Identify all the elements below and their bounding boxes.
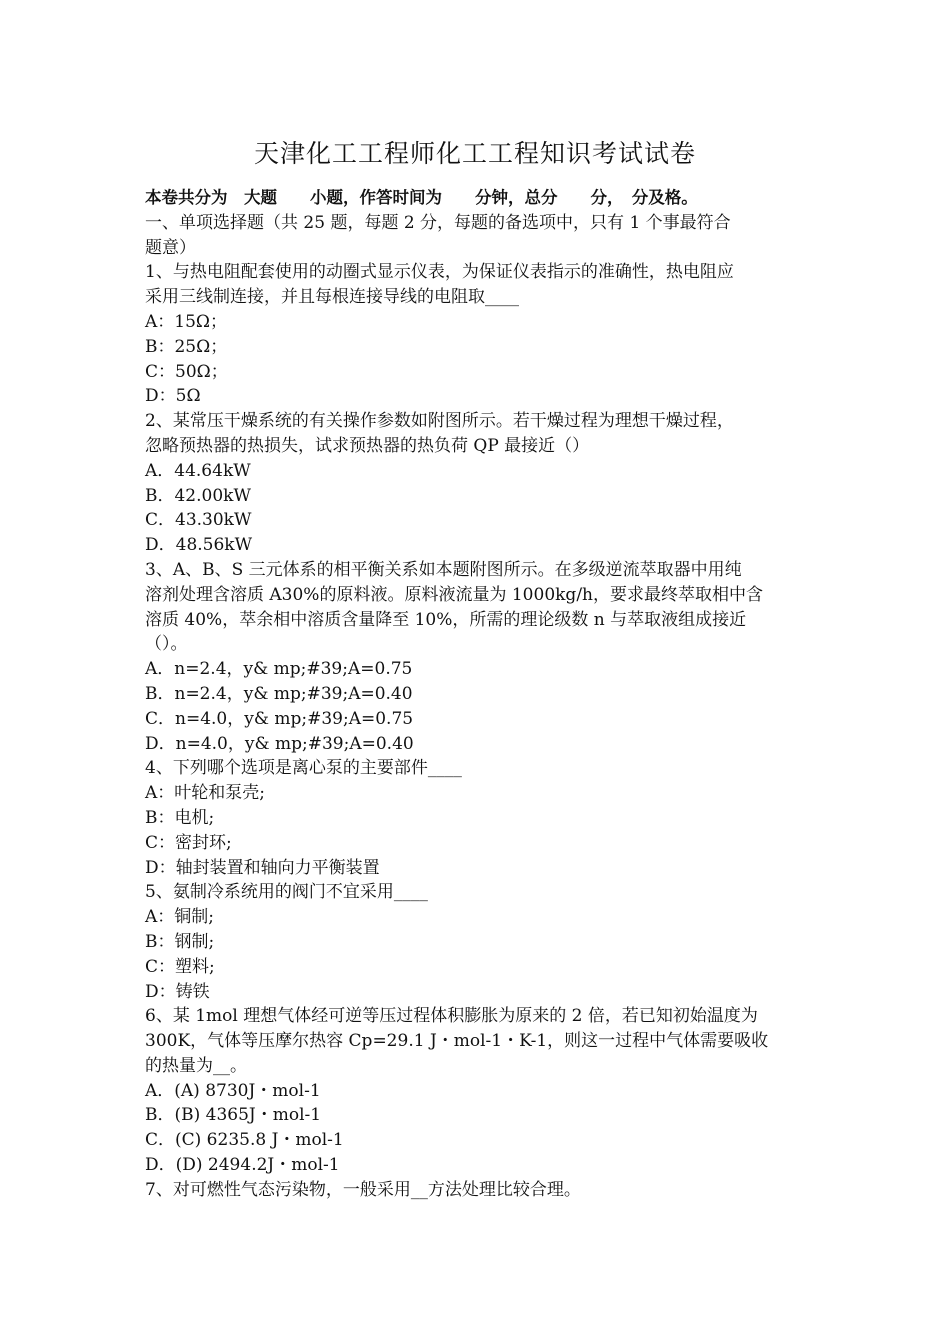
question-7: 7、对可燃性气态污染物，一般采用__方法处理比较合理。 xyxy=(145,1179,581,1200)
exam-instructions: 本卷共分为 大题 小题，作答时间为 分钟，总分 分， 分及格。 xyxy=(145,188,698,207)
q4-option-d: D：轴封装置和轴向力平衡装置 xyxy=(145,857,380,878)
q2-option-a: A．44.64kW xyxy=(145,460,251,481)
question-3-cont-1: 溶剂处理含溶质 A30%的原料液。原料液流量为 1000kg/h，要求最终萃取相中含 xyxy=(145,584,763,605)
q4-option-b: B：电机; xyxy=(145,807,215,828)
q3-option-b: B．n=2.4，y& mp;#39;A=0.40 xyxy=(145,683,413,704)
q5-option-b: B：钢制; xyxy=(145,931,215,952)
q1-option-c: C：50Ω； xyxy=(145,361,228,382)
question-2-cont: 忽略预热器的热损失，试求预热器的热负荷 QP 最接近（） xyxy=(145,435,590,456)
section-heading-cont: 题意） xyxy=(145,237,196,258)
q1-option-b: B：25Ω； xyxy=(145,336,228,357)
question-3-cont-3: （）。 xyxy=(145,634,188,655)
q6-option-a: A．(A) 8730J・mol-1 xyxy=(145,1080,321,1101)
q1-option-d: D：5Ω xyxy=(145,386,201,407)
q4-option-a: A：叶轮和泵壳; xyxy=(145,783,266,804)
q2-option-b: B．42.00kW xyxy=(145,485,251,506)
question-3-cont-2: 溶质 40%，萃余相中溶质含量降至 10%，所需的理论级数 n 与萃取液组成接近 xyxy=(145,609,747,630)
question-2: 2、某常压干燥系统的有关操作参数如附图所示。若干燥过程为理想干燥过程， xyxy=(145,411,734,432)
question-4: 4、下列哪个选项是离心泵的主要部件____ xyxy=(145,758,462,779)
document-body xyxy=(145,186,810,1203)
q2-option-c: C．43.30kW xyxy=(145,510,252,531)
question-5: 5、氨制冷系统用的阀门不宜采用____ xyxy=(145,882,428,903)
q3-option-d: D．n=4.0，y& mp;#39;A=0.40 xyxy=(145,733,414,754)
q5-option-a: A：铜制; xyxy=(145,907,215,928)
q2-option-d: D．48.56kW xyxy=(145,535,253,556)
question-6-cont-1: 300K，气体等压摩尔热容 Cp=29.1 J・mol-1・K-1，则这一过程中气体需要吸收 xyxy=(145,1031,769,1052)
question-6-cont-2: 的热量为__。 xyxy=(145,1055,247,1076)
question-1: 1、与热电阻配套使用的动圈式显示仪表，为保证仪表指示的准确性，热电阻应 xyxy=(145,262,734,283)
question-6: 6、某 1mol 理想气体经可逆等压过程体积膨胀为原来的 2 倍，若已知初始温度为 xyxy=(145,1006,758,1027)
question-3: 3、A、B、S 三元体系的相平衡关系如本题附图所示。在多级逆流萃取器中用纯 xyxy=(145,559,742,580)
q5-option-d: D：铸铁 xyxy=(145,981,210,1002)
section-heading: 一、单项选择题（共 25 题，每题 2 分，每题的备选项中，只有 1 个事最符合 xyxy=(145,212,731,233)
q3-option-a: A．n=2.4，y& mp;#39;A=0.75 xyxy=(145,659,413,680)
q1-option-a: A：15Ω； xyxy=(145,311,228,332)
q6-option-c: C．(C) 6235.8 J・mol-1 xyxy=(145,1130,344,1151)
q6-option-b: B．(B) 4365J・mol-1 xyxy=(145,1105,322,1126)
q5-option-c: C：塑料; xyxy=(145,956,215,977)
q4-option-c: C：密封环; xyxy=(145,832,232,853)
q6-option-d: D．(D) 2494.2J・mol-1 xyxy=(145,1155,340,1176)
document-title: 天津化工工程师化工工程知识考试试卷 xyxy=(253,139,696,168)
q3-option-c: C．n=4.0，y& mp;#39;A=0.75 xyxy=(145,708,414,729)
question-1-cont: 采用三线制连接，并且每根连接导线的电阻取____ xyxy=(145,287,519,308)
